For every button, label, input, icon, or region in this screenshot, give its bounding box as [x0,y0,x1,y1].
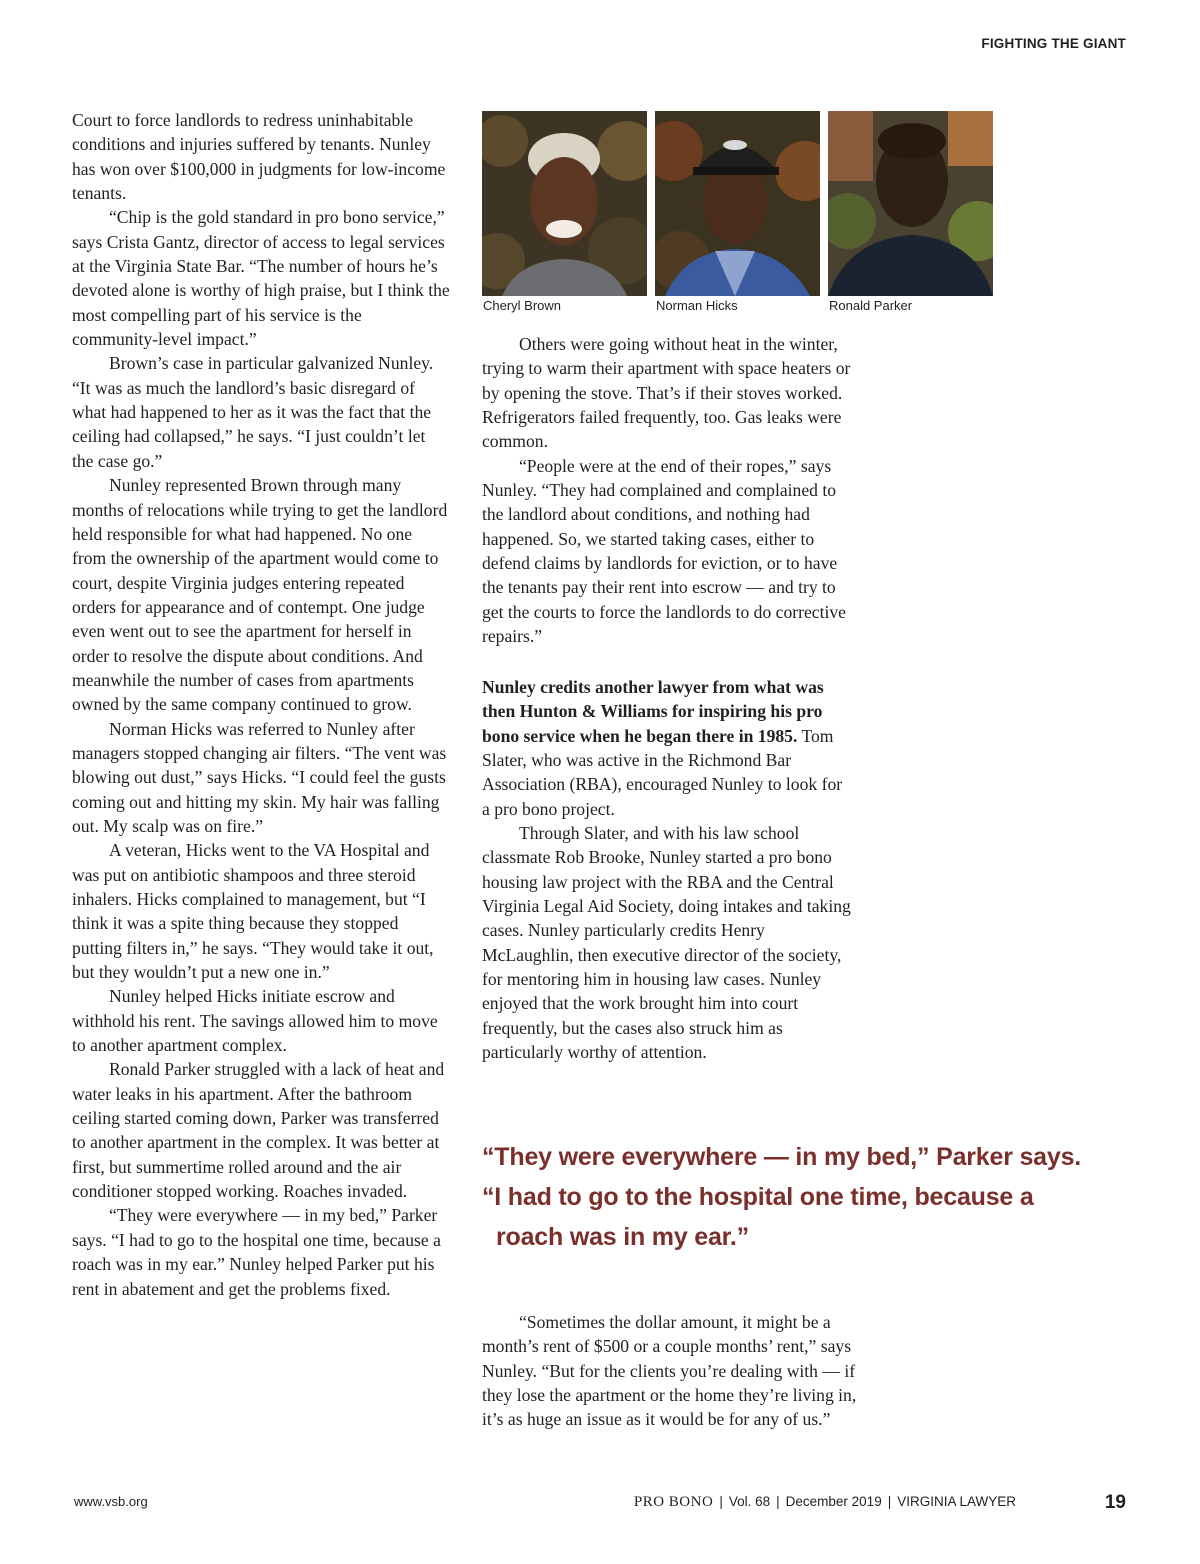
paragraph: Nunley helped Hicks initiate escrow and withhold his rent. The savings allowed him to move to another apartment complex. [72,986,438,1056]
footer-separator: | [719,1494,723,1509]
footer-volume: Vol. 68 [728,1494,771,1509]
page-number: 19 [1104,1492,1126,1513]
lead-in-bold: Nunley credits another lawyer from what was then Hunton & Williams for inspiring his pro bono service when he began there in 1985. [482,677,824,746]
photo-caption: Norman Hicks [656,298,738,313]
photo-caption: Cheryl Brown [483,298,562,313]
paragraph: Court to force landlords to redress uninhabitable conditions and injuries suffered by tenants. Nunley has won over $100,000 in judgments for low-income tenants. [72,110,446,204]
paragraph: “They were everywhere — in my bed,” Parker says. “I had to go to the hospital one time, because a roach was in my ear.” Nunley helped Parker put his rent in abatement and get the problems fixed. [72,1205,441,1299]
photo-ronald-parker [828,111,993,296]
pull-quote-line: “They were everywhere — in my bed,” Parker says. [482,1143,1082,1171]
paragraph: A veteran, Hicks went to the VA Hospital and was put on antibiotic shampoos and three steroid inhalers. Hicks complained to management, but “I think it was a spite thing because they stopped putting filters in,” he says. “They would take it out, but they wouldn’t put a new one in.” [72,840,434,983]
pull-quote-line: roach was in my ear.” [496,1223,749,1251]
paragraph: Ronald Parker struggled with a lack of heat and water leaks in his apartment. After the bathroom ceiling started coming down, Parker was transferred to another apartment in the complex. It was better at first, but summertime rolled around and the air conditioner stopped working. Roaches invaded. [72,1059,445,1202]
pull-quote [482,1137,1122,1257]
paragraph: Norman Hicks was referred to Nunley after managers stopped changing air filters. “The vent was blowing out dust,” says Hicks. “I could feel the gusts coming out and hitting my skin. My hair was falling out. My scalp was on fire.” [72,718,447,836]
footer-separator: | [776,1494,780,1509]
paragraph: “People were at the end of their ropes,” says Nunley. “They had complained and complained to the landlord about conditions, and nothing had happened. So, we started taking cases, either to defend claims by landlords for eviction, or to have the tenants pay their rent into escrow — and try to get the courts to force the landlords to do corrective repairs.” [482,455,846,647]
lead-rest: Tom Slater, who was active in the Richmond Bar Association (RBA), encouraged Nunley to look for a pro bono project. [482,725,843,819]
left-column [72,108,450,1301]
paragraph-lead [482,675,854,821]
paragraph: Others were going without heat in the winter, trying to warm their apartment with space heaters or by opening the stove. That’s if their stoves worked. Refrigerators failed frequently, too. Gas leaks were common. [482,334,851,452]
photo-norman-hicks [655,111,820,296]
pull-quote-line: “I had to go to the hospital one time, because a [482,1183,1034,1211]
photo-caption: Ronald Parker [829,298,913,313]
footer-folio [634,1494,1016,1511]
footer-publication: VIRGINIA LAWYER [897,1494,1016,1509]
paragraph: “Chip is the gold standard in pro bono service,” says Crista Gantz, director of access to legal services at the Virginia State Bar. “The number of hours he’s devoted alone is worthy of high praise, but I think the most compelling part of his service is the community-level impact.” [72,207,450,350]
middle-column-bottom [482,1310,860,1432]
photo-cheryl-brown [482,111,647,296]
paragraph: “Sometimes the dollar amount, it might be a month’s rent of $500 or a couple months’ rent,” says Nunley. “But for the clients you’re dealing with — if they lose the apartment or the home they’re living in, it’s as huge an issue as it would be for any of us.” [482,1312,857,1430]
photo-strip [482,111,994,316]
paragraph: Brown’s case in particular galvanized Nunley. “It was as much the landlord’s basic disregard of what had happened to her as it was the fact that the ceiling had collapsed,” he says. “I just couldn’t let the case go.” [72,353,434,471]
paragraph: Through Slater, and with his law school classmate Rob Brooke, Nunley started a pro bono housing law project with the RBA and the Central Virginia Legal Aid Society, doing intakes and taking cases. Nunley particularly credits Henry McLaughlin, then executive director of the society, for mentoring him in housing law cases. Nunley enjoyed that the work brought him into court frequently, but the cases also struck him as particularly worthy of attention. [482,823,851,1063]
paragraph: Nunley represented Brown through many months of relocations while trying to get the landlord held responsible for what had happened. No one from the ownership of the apartment would come to court, despite Virginia judges entering repeated orders for appearance and of contempt. One judge even went out to see the apartment for herself in order to resolve the dispute about conditions. And meanwhile the number of cases from apartments owned by the same company continued to grow. [72,475,448,715]
running-head: FIGHTING THE GIANT [981,36,1126,51]
footer-section: PRO BONO [633,1494,714,1510]
middle-column-section [482,675,854,1065]
footer-date: December 2019 [785,1494,882,1509]
footer-separator: | [887,1494,892,1509]
footer-url[interactable]: www.vsb.org [74,1494,148,1509]
middle-column-top [482,332,854,648]
